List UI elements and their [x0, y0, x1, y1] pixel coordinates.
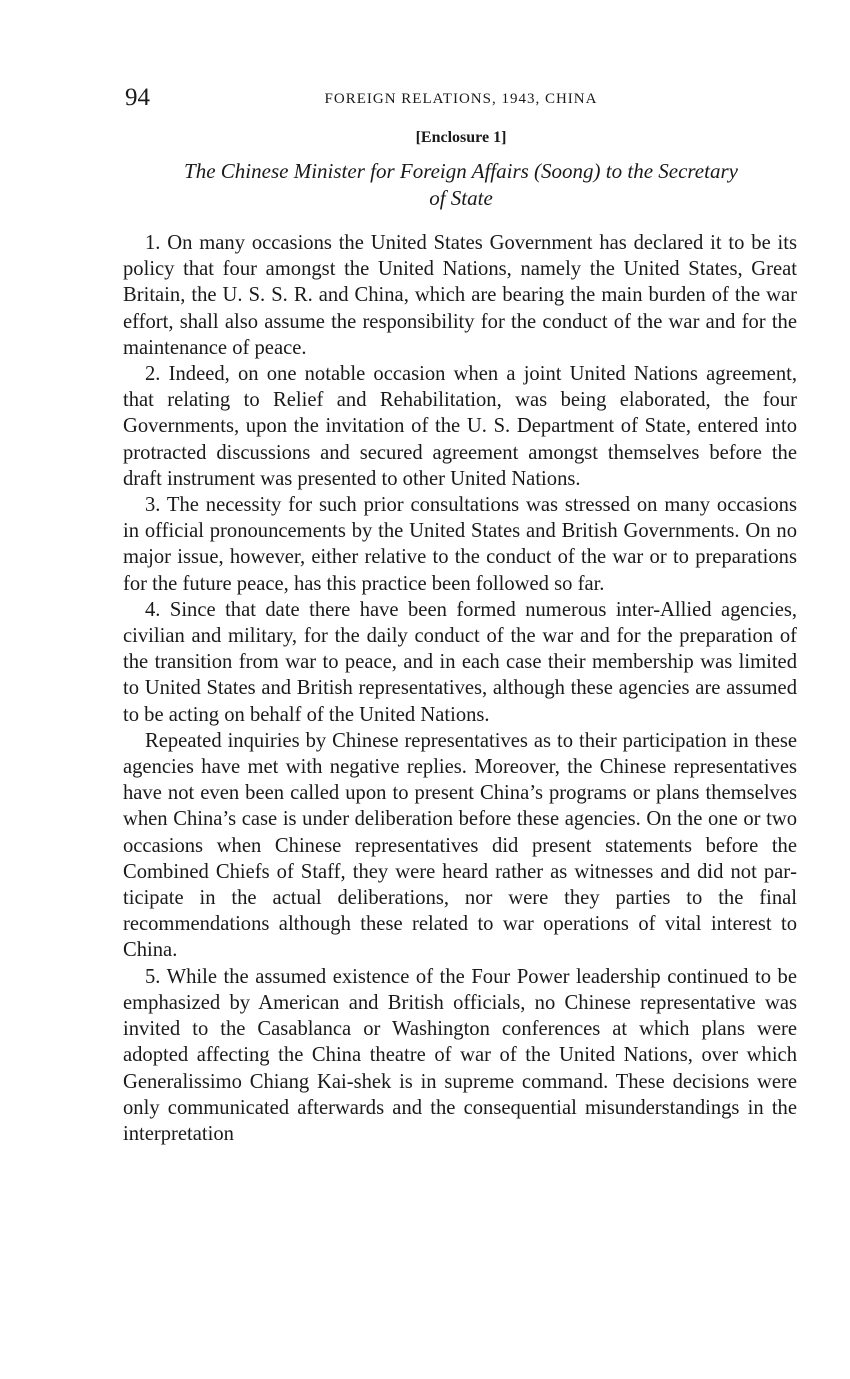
- paragraph-4: 4. Since that date there have been formed numerous inter-Allied agencies, civilian and military, for the daily conduct of the war and for the preparation of the transition from war to peace, and in each case their membership was limited to United States and British representatives, although these agencies are assumed to be acting on behalf of the United Nations.: [123, 598, 797, 726]
- page-header: [125, 84, 797, 114]
- body-text: [123, 230, 797, 1147]
- page-number: 94: [125, 84, 150, 111]
- enclosure-label: [Enclosure 1]: [415, 129, 507, 146]
- document-title: [125, 158, 797, 212]
- document-title-line-2: of State: [429, 186, 493, 210]
- paragraph-2: 2. Indeed, on one notable occasion when a joint United Nations agreement, that relating to Relief and Rehabilitation, was being elaborated, the four Governments, upon the invitation of the U. S. Department of State, entered into protracted discussions and secured agreement amongst themselves before the draft instrument was presented to other United Nations.: [123, 363, 797, 490]
- paragraph-1: 1. On many occasions the United States Government has declared it to be its policy that four amongst the United Nations, namely the United States, Great Britain, the U. S. S. R. and China, which are bearing the main burden of the war effort, shall also assume the responsibility for the conduct of the war and for the maintenance of peace.: [123, 232, 797, 359]
- paragraph-4-continued: Repeated inquiries by Chinese representatives as to their participation in these agencies have met with negative replies. Moreover, the Chinese representatives have not even been called upon to present China’s programs or plans themselves when China’s case is under deliberation before these agencies. On the one or two occasions when Chinese representatives did present statements before the Combined Chiefs of Staff, they were heard rather as witnesses and did not participate in the actual deliberations, nor were they parties to the final recommendations although these related to war operations of vital interest to China.: [123, 729, 797, 962]
- paragraph-3: 3. The necessity for such prior consultations was stressed on many occasions in official pronouncements by the United States and British Governments. On no major issue, however, either relative to the conduct of the war or to preparations for the future peace, has this practice been followed so far.: [123, 494, 797, 595]
- document-title-line-1: The Chinese Minister for Foreign Affairs (Soong) to the Secretary: [184, 159, 738, 183]
- running-head: FOREIGN RELATIONS, 1943, CHINA: [324, 91, 598, 107]
- paragraph-5: 5. While the assumed existence of the Four Power leadership continued to be emphasized by American and British officials, no Chinese representative was invited to the Casablanca or Washington conferences at which plans were adopted affecting the China theatre of war of the United Nations, over which Generalissimo Chiang Kai-shek is in supreme command. These decisions were only communicated afterwards and the consequential misunderstandings in the interpretation: [123, 965, 797, 1145]
